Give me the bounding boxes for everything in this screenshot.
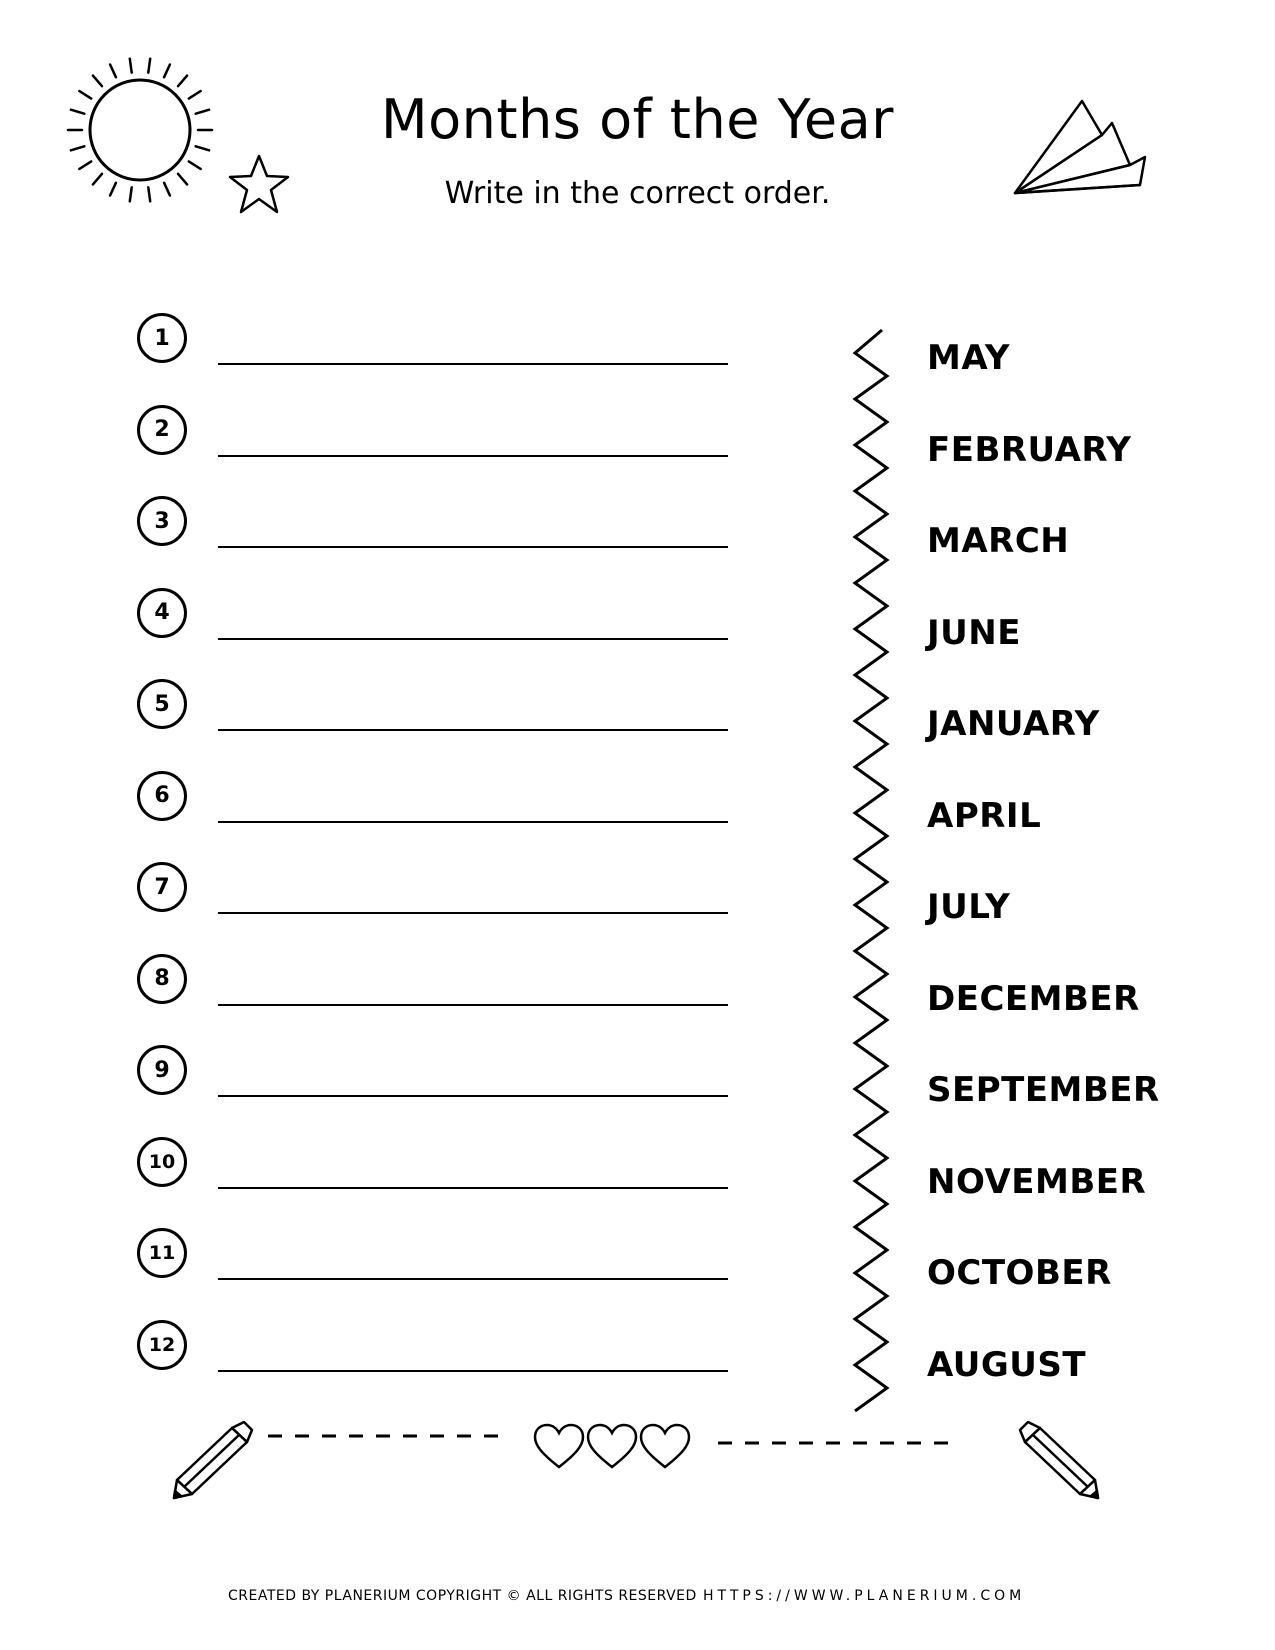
month-word: MAY bbox=[927, 338, 1011, 378]
number-circle: 9 bbox=[137, 1045, 187, 1095]
month-word: FEBRUARY bbox=[927, 429, 1132, 470]
heart-icon bbox=[533, 1423, 585, 1471]
month-word: MARCH bbox=[927, 521, 1070, 561]
month-word: AUGUST bbox=[927, 1344, 1087, 1385]
month-word: JULY bbox=[927, 887, 1011, 927]
number-circle: 11 bbox=[137, 1228, 187, 1278]
pencil-icon bbox=[1010, 1420, 1100, 1500]
heart-icon bbox=[586, 1423, 638, 1471]
page-title: Months of the Year bbox=[381, 88, 894, 151]
page-subtitle: Write in the correct order. bbox=[444, 176, 831, 211]
dashed-line-left bbox=[268, 1430, 508, 1442]
number-circle: 8 bbox=[137, 954, 187, 1004]
pencil-icon bbox=[172, 1420, 262, 1500]
number-circle: 2 bbox=[137, 405, 187, 455]
month-word: NOVEMBER bbox=[927, 1161, 1147, 1202]
number-circle: 1 bbox=[137, 313, 187, 363]
dashed-line-right bbox=[718, 1437, 958, 1449]
month-word: JUNE bbox=[927, 612, 1021, 653]
heart-icon bbox=[639, 1423, 691, 1471]
copyright-credit: CREATED BY PLANERIUM COPYRIGHT © ALL RIGHTS RESERVED bbox=[228, 1588, 697, 1604]
month-word: APRIL bbox=[927, 795, 1042, 836]
number-circle: 12 bbox=[137, 1320, 187, 1370]
number-circle: 3 bbox=[137, 496, 187, 546]
number-circle: 5 bbox=[137, 679, 187, 729]
number-circle: 4 bbox=[137, 588, 187, 638]
month-word: OCTOBER bbox=[927, 1253, 1112, 1293]
month-word: JANUARY bbox=[927, 704, 1100, 744]
month-word: DECEMBER bbox=[927, 978, 1140, 1019]
month-word: SEPTEMBER bbox=[927, 1070, 1160, 1110]
number-circle: 7 bbox=[137, 862, 187, 912]
number-circle: 10 bbox=[137, 1137, 187, 1187]
number-circle: 6 bbox=[137, 771, 187, 821]
website-url: HTTPS://WWW.PLANERIUM.COM bbox=[703, 1588, 1026, 1604]
